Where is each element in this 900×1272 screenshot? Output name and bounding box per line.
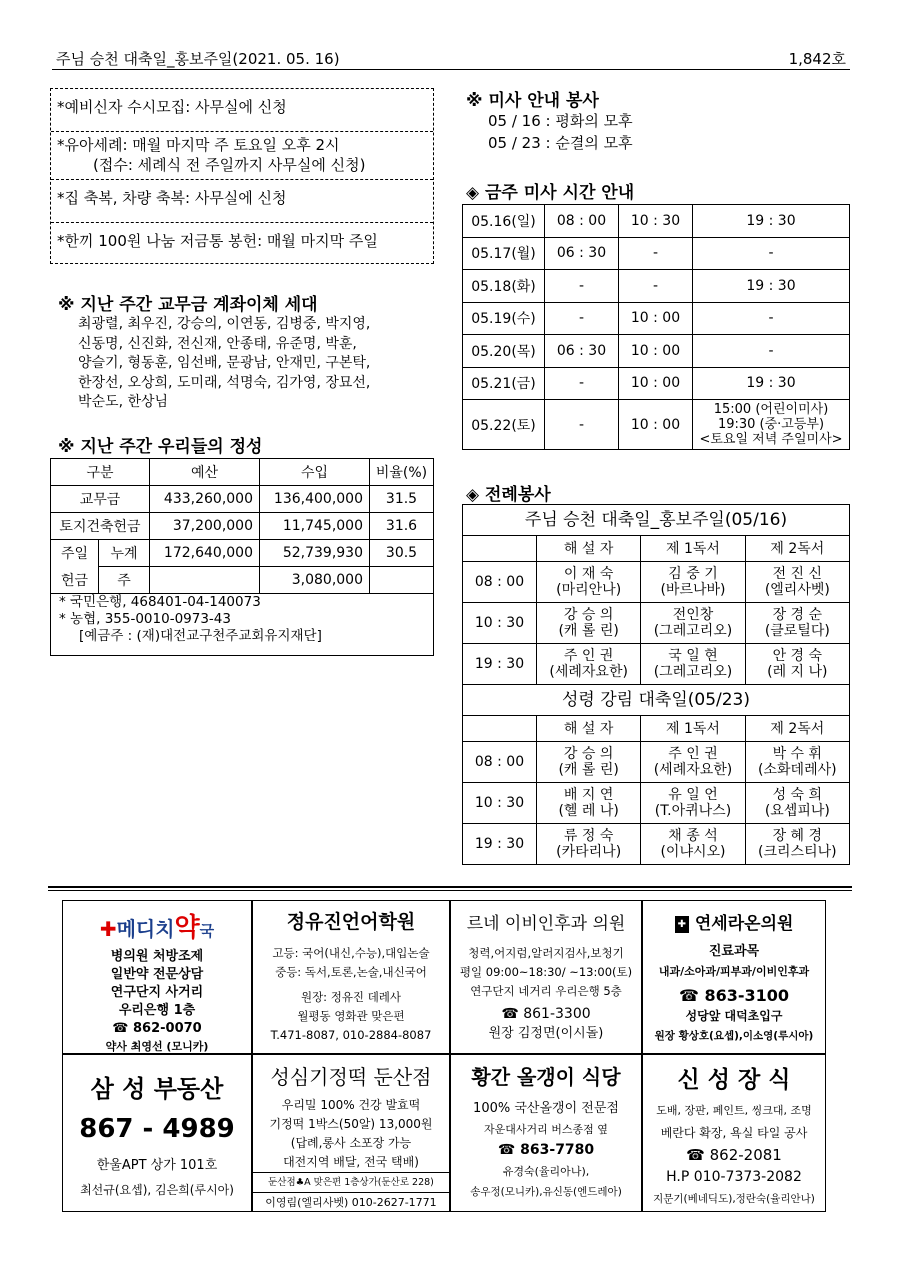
ad-raon-clinic: ✚ 연세라온의원 진료과목 내과/소아과/피부과/이비인후과 ☎ 863-3100 성당앞 대덕초입구 원장 황상호(요셉),이소영(루시아) bbox=[642, 900, 826, 1054]
table-row: 08 : 00 강 승 의 (캐 롤 린) 주 인 권 (세례자요한) 박 수 휘 (소화데레사) bbox=[463, 742, 850, 783]
ad-restaurant: 황간 올갱이 식당 100% 국산올갱이 전문점 자운대사거리 버스종점 옆 ☎ 863-7780 유경숙(율리아나), 송우정(모니카),유신동(엔드레아) bbox=[450, 1054, 642, 1212]
bulletin-title: 주님 승천 대축일_홍보주일(2021. 05. 16) bbox=[56, 50, 340, 68]
notice-item: *집 축복, 차량 축복: 사무실에 신청 bbox=[51, 180, 433, 223]
mass-time-table bbox=[462, 204, 850, 450]
table-row: 19 : 30 주 인 권 (세례자요한) 국 일 현 (그레고리오) 안 경 숙 (레 지 나) bbox=[463, 644, 850, 685]
transfer-title: ※ 지난 주간 교무금 계좌이체 세대 bbox=[58, 295, 318, 315]
ad-realestate: 삼 성 부동산 867 - 4989 한울APT 상가 101호 최선규(요셉), 김은희(루시아) bbox=[62, 1054, 252, 1212]
ad-academy: 정유진언어학원 고등: 국어(내신,수능),대입논술 중등: 독서,토론,논술,내신국어 원장: 정유진 데레사 월평동 영화관 맞은편 T.471-8087, 010-2884-8087 bbox=[252, 900, 450, 1054]
table-row: 08 : 00 이 재 숙 (마리안나) 김 중 기 (바르나바) 전 진 신 (엘리사벳) bbox=[463, 562, 850, 603]
notice-item: *유아세례: 매월 마지막 주 토요일 오후 2시 (접수: 세례식 전 주일까지 사무실에 신청) bbox=[51, 132, 433, 180]
ad-ent-clinic: 르네 이비인후과 의원 청력,어지럼,알러지검사,보청기 평일 09:00~18:30/ ~13:00(토) 연구단지 네거리 우리은행 5층 ☎ 861-3300 원장 김정면(이시돌) bbox=[450, 900, 642, 1054]
table-row: 05.20(목) 06 : 30 10 : 00 - bbox=[463, 335, 850, 368]
pharmacy-logo: ✚메디치약국 bbox=[99, 913, 215, 943]
table-row: 05.18(화) - - 19 : 30 bbox=[463, 270, 850, 303]
ads-divider bbox=[48, 886, 852, 891]
notice-item: *한끼 100원 나눔 저금통 봉헌: 매월 마지막 주일 bbox=[57, 232, 378, 250]
notice-box bbox=[50, 88, 434, 264]
bank-info: * 국민은행, 468401-04-140073 * 농협, 355-0010-0973-43 [예금주 : (재)대전교구천주교회유지재단] bbox=[50, 588, 434, 656]
liturgy-table: 주님 승천 대축일_홍보주일(05/16) 해 설 자 제 1독서 제 2독서 08 : 00 이 재 숙 (마리안나) 김 중 기 (바르나바) 전 진 신 (엘리사벳) 10 : 30 강 승 의 (캐 롤 린) 전인창 (그레고리오) 장 경 순 (클로틸다) 19 : 30 주 인 권 (세례자요한) 국 일 현 (그레고리오) 안 경 숙 (레 지 나) 성령 강림 대축일(05/23) 해 설 자 제 1독서 제 2독서 08 : 00 강 승 의 (캐 롤 린) 주 인 권 (세례자요한) 박 수 휘 (소화데레사) 10 : 30 배 지 연 (헬 레 나) 유 일 언 (T.아퀴나스) 성 숙 희 (요셉피나) 19 : 30 류 정 숙 (카타리나) 채 종 석 (이냐시오) 장 혜 경 (크리스티나) bbox=[462, 504, 850, 865]
table-row: 헌금 주 3,080,000 bbox=[51, 567, 434, 594]
mass-service-title: ※ 미사 안내 봉사 bbox=[466, 91, 599, 111]
issue-number: 1,842호 bbox=[788, 50, 846, 68]
liturgy-title: ◈ 전례봉사 bbox=[466, 485, 551, 505]
table-row: 주일 누계 172,640,000 52,739,930 30.5 bbox=[51, 540, 434, 567]
table-row: 10 : 30 배 지 연 (헬 레 나) 유 일 언 (T.아퀴나스) 성 숙 희 (요셉피나) bbox=[463, 783, 850, 824]
mass-service-list: 05 / 16 : 평화의 모후 05 / 23 : 순결의 모후 bbox=[488, 112, 633, 152]
notice-item: *예비신자 수시모집: 사무실에 신청 bbox=[51, 89, 433, 132]
clinic-logo-icon: ✚ bbox=[675, 916, 689, 933]
table-row: 05.16(일) 08 : 00 10 : 30 19 : 30 bbox=[463, 205, 850, 238]
cross-icon: ✚ bbox=[99, 917, 117, 941]
liturgy-section-title: 성령 강림 대축일(05/23) bbox=[463, 685, 850, 716]
table-row: 05.17(월) 06 : 30 - - bbox=[463, 237, 850, 270]
ad-interior: 신 성 장 식 도배, 장판, 페인트, 씽크대, 조명 베란다 확장, 욕실 타일 공사 ☎ 862-2081 H.P 010-7373-2082 지문기(베네딕도),정란숙(율리안나) bbox=[642, 1054, 826, 1212]
table-row: 05.19(수) - 10 : 00 - bbox=[463, 302, 850, 335]
mass-time-title: ◈ 금주 미사 시간 안내 bbox=[466, 183, 635, 203]
transfer-names: 최광렬, 최우진, 강승의, 이연동, 김병중, 박지영, 신동명, 신진화, 전신재, 안종태, 유준명, 박훈, 양슬기, 형동훈, 임선배, 문광남, 안재민, 구본탁, 한장선, 오상희, 도미래, 석명숙, 김가영, 장묘선, 박순도, 한상님 bbox=[78, 316, 371, 410]
table-row: 05.22(토) - 10 : 00 15:00 (어린이미사) 19:30 (중·고등부) <토요일 저녁 주일미사> bbox=[463, 400, 850, 450]
liturgy-section-title: 주님 승천 대축일_홍보주일(05/16) bbox=[463, 505, 850, 536]
table-row: 토지건축헌금 37,200,000 11,745,000 31.6 bbox=[51, 513, 434, 540]
table-row: 19 : 30 류 정 숙 (카타리나) 채 종 석 (이냐시오) 장 혜 경 (크리스티나) bbox=[463, 824, 850, 865]
table-row: 교무금 433,260,000 136,400,000 31.5 bbox=[51, 486, 434, 513]
table-row: 05.21(금) - 10 : 00 19 : 30 bbox=[463, 367, 850, 400]
ad-pharmacy: ✚메디치약국 병의원 처방조제 일반약 전문상담 연구단지 사거리 우리은행 1층 ☎ 862-0070 약사 최영선 (모니카) bbox=[62, 900, 252, 1054]
finance-title: ※ 지난 주간 우리들의 정성 bbox=[58, 437, 263, 457]
table-row: 10 : 30 강 승 의 (캐 롤 린) 전인창 (그레고리오) 장 경 순 (클로틸다) bbox=[463, 603, 850, 644]
finance-table: 구분 예산 수입 비율(%) 교무금 433,260,000 136,400,000 31.5 토지건축헌금 37,200,000 11,745,000 31.6 주일 누계 172,640,000 52,739,930 30.5 헌금 주 3,080,000 bbox=[50, 458, 434, 594]
ad-rice-cake: 성심기정떡 둔산점 우리밀 100% 건강 발효떡 기정떡 1박스(50알) 13,000원 (답례,롱사 소포장 가능 대전지역 배달, 전국 택배) 둔산점♣A 맞은편 1층상가(둔산로 228) 이영림(엘리사벳) 010-2627-1771 bbox=[252, 1054, 450, 1212]
page-header bbox=[52, 44, 850, 70]
